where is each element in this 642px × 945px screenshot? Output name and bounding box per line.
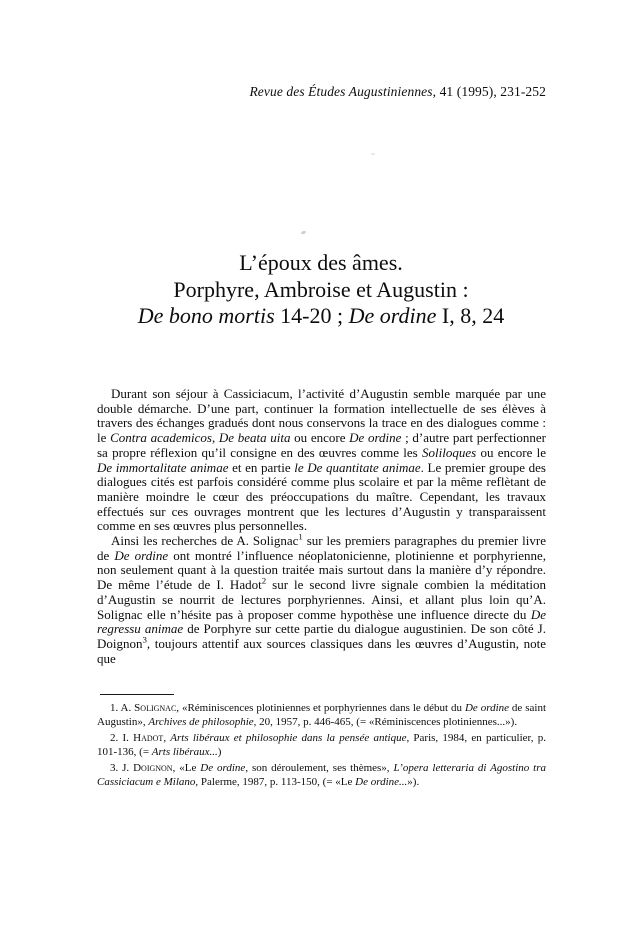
scan-artifact — [301, 230, 307, 235]
article-body — [97, 387, 546, 666]
journal-header: Revue des Études Augustiniennes, 41 (1995), 231-252 — [249, 84, 546, 99]
footnotes-section — [97, 702, 546, 792]
footnote: 1. A. Solignac, «Réminiscences plotiniennes et porphyriennes dans le début du De ordine de saint Augustin», Archives de philosophie, 20, 1957, p. 446-465, (= «Réminiscences plotiniennes...»). — [97, 702, 547, 728]
title-line-2: Porphyre, Ambroise et Augustin : — [173, 276, 469, 302]
article-title — [0, 250, 642, 330]
title-line-1: L’époux des âmes. — [239, 250, 403, 275]
scan-artifact — [371, 153, 375, 155]
footnote-separator — [100, 694, 174, 695]
paragraph: Durant son séjour à Cassiciacum, l’activité d’Augustin semble marquée par une double démarche. D’une part, continuer la formation intellectuelle de ses élèves à travers des échanges gradués dont nous conservons la trace en des dialogues comme : le Contra academicos, De beata uita ou encore De ordine ; d’autre part perfectionner sa propre réflexion qu’il consigne en des œuvres comme les Soliloques ou encore le De immortalitate animae et en partie le De quantitate animae. Le premier groupe des dialogues cités est parfois considéré comme plus scolaire et par la même reflètant de manière moindre le cœur des préoccupations du maître. Cependant, les travaux effectués sur ces ouvrages montrent que les lectures d’Augustin y transparaissent comme en ses œuvres plus personnelles. — [97, 386, 547, 534]
paragraph: Ainsi les recherches de A. Solignac$^1$ sur les premiers paragraphes du premier livre de De ordine ont montré l’influence néoplatonicienne, plotinienne et porphyrienne, non seulement quant à la question traitée mais surtout dans la manière d’y répondre. De même l’étude de I. Hadot$^2$ sur le second livre signale combien la méditation d’Augustin se nourrit de lectures porphyriennes. Ainsi, et allant plus loin qu’A. Solignac elle n’hésite pas à proposer comme hypothèse une influence directe du De regressu animae de Porphyre sur cette partie du dialogue augustinien. De son côté J. Doignon$^3$, toujours attentif aux sources classiques dans les œuvres d’Augustin, note que — [97, 531, 546, 666]
footnote: 2. I. Hadot, Arts libéraux et philosophie dans la pensée antique, Paris, 1984, en particulier, p. 101-136, (= Arts libéraux...) — [97, 732, 547, 758]
title-line-3: De bono mortis 14-20 ; De ordine I, 8, 24 — [137, 303, 505, 328]
footnote: 3. J. Doignon, «Le De ordine, son déroulement, ses thèmes», L’opera letteraria di Agostino tra Cassiciacum e Milano, Palerme, 1987, p. 113-150, (= «Le De ordine...»). — [97, 762, 546, 788]
